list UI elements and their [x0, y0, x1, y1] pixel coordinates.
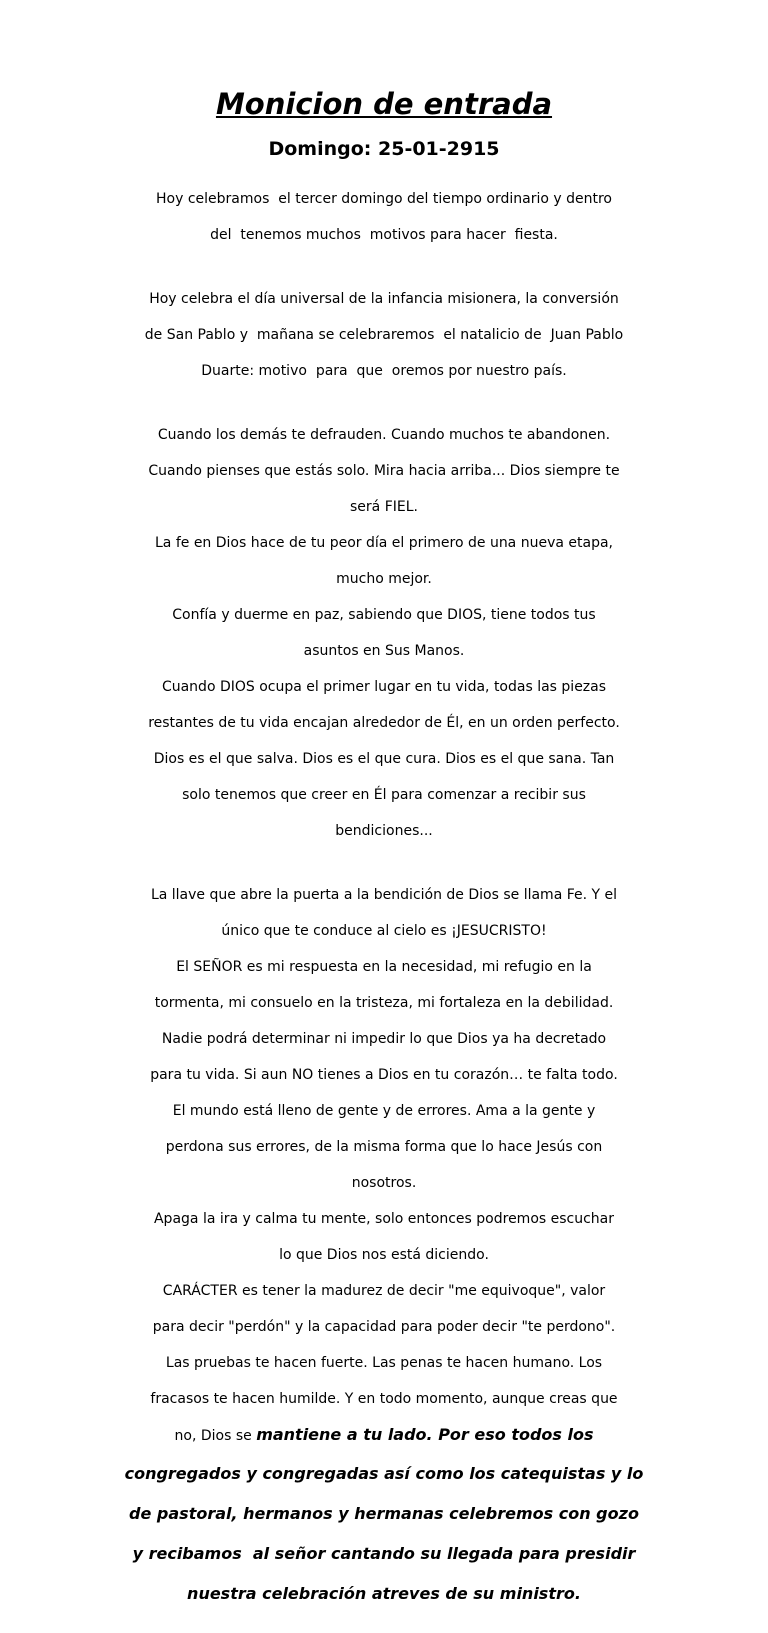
text-line: fracasos te hacen humilde. Y en todo momento, aunque creas que [150, 1391, 618, 1407]
text-line: Apaga la ira y calma tu mente, solo entonces podremos escuchar [153, 1211, 615, 1227]
text-line: Cuando pienses que estás solo. Mira hacia arriba... Dios siempre te [148, 463, 620, 479]
text-line: Confía y duerme en paz, sabiendo que DIOS, tiene todos tus [172, 607, 596, 623]
text-line: solo tenemos que creer en Él para comenzar a recibir sus [182, 787, 586, 803]
text-line: será FIEL. [350, 499, 418, 515]
closing-emphasis-line: nuestra celebración atreves de su ministro. [187, 1584, 581, 1603]
text-line: nosotros. [351, 1175, 417, 1191]
text-line: El mundo está lleno de gente y de errores. Ama a la gente y [172, 1103, 596, 1119]
text-line: tormenta, mi consuelo en la tristeza, mi fortaleza en la debilidad. [154, 995, 614, 1011]
text-line: Dios es el que salva. Dios es el que cura. Dios es el que sana. Tan [153, 751, 615, 767]
paragraph-reflection [104, 408, 664, 858]
text-line: La fe en Dios hace de tu peor día el primero de una nueva etapa, [155, 535, 613, 551]
text-line: El SEÑOR es mi respuesta en la necesidad, mi refugio en la [176, 959, 592, 975]
text-line: para decir "perdón" y la capacidad para poder decir "te perdono". [152, 1319, 616, 1335]
text-line: Cuando DIOS ocupa el primer lugar en tu vida, todas las piezas [161, 679, 607, 695]
text-line: Hoy celebramos el tercer domingo del tiempo ordinario y dentro [156, 191, 612, 207]
text-line: mucho mejor. [336, 571, 432, 587]
page-subtitle: Domingo: 25-01-2915 [268, 138, 500, 160]
text-line: único que te conduce al cielo es ¡JESUCRISTO! [221, 923, 547, 939]
text-line: Nadie podrá determinar ni impedir lo que Dios ya ha decretado [161, 1031, 607, 1047]
paragraph-celebrations [104, 272, 664, 398]
page-title: Monicion de entrada [215, 87, 553, 121]
closing-emphasis-line: congregados y congregadas así como los catequistas y lo [124, 1464, 644, 1483]
text-line: lo que Dios nos está diciendo. [279, 1247, 489, 1263]
text-line: del tenemos muchos motivos para hacer fiesta. [210, 227, 558, 243]
text-line: asuntos en Sus Manos. [303, 643, 465, 659]
closing-emphasis-line: y recibamos al señor cantando su llegada para presidir [132, 1544, 636, 1563]
document-body [104, 172, 664, 1633]
paragraph-faith [104, 868, 664, 1623]
paragraph-intro [104, 172, 664, 262]
text-line: Duarte: motivo para que oremos por nuestro país. [201, 363, 567, 379]
text-line: CARÁCTER es tener la madurez de decir "me equivoque", valor [162, 1283, 606, 1299]
text-line: La llave que abre la puerta a la bendición de Dios se llama Fe. Y el [150, 887, 618, 903]
text-line: restantes de tu vida encajan alrededor de Él, en un orden perfecto. [148, 715, 620, 731]
closing-prefix: no, Dios se [174, 1428, 257, 1444]
closing-emphasis: mantiene a tu lado. Por eso todos los [256, 1425, 594, 1444]
text-line: perdona sus errores, de la misma forma que lo hace Jesús con [165, 1139, 603, 1155]
closing-first-line [104, 1426, 664, 1445]
closing-emphasis-line: de pastoral, hermanos y hermanas celebremos con gozo [129, 1504, 639, 1523]
text-line: Las pruebas te hacen fuerte. Las penas te hacen humano. Los [165, 1355, 603, 1371]
text-line: de San Pablo y mañana se celebrar​emos el natalicio de Juan Pablo [144, 327, 624, 343]
text-line: Cuando los demás te defrauden. Cuando muchos te abandonen. [157, 427, 611, 443]
text-line: para tu vida. Si aun NO tienes a Dios en tu corazón… te falta todo. [150, 1067, 618, 1083]
text-line: bendiciones... [335, 823, 433, 839]
text-line: Hoy celebra el día universal de la infancia misionera, la conversión [149, 291, 619, 307]
